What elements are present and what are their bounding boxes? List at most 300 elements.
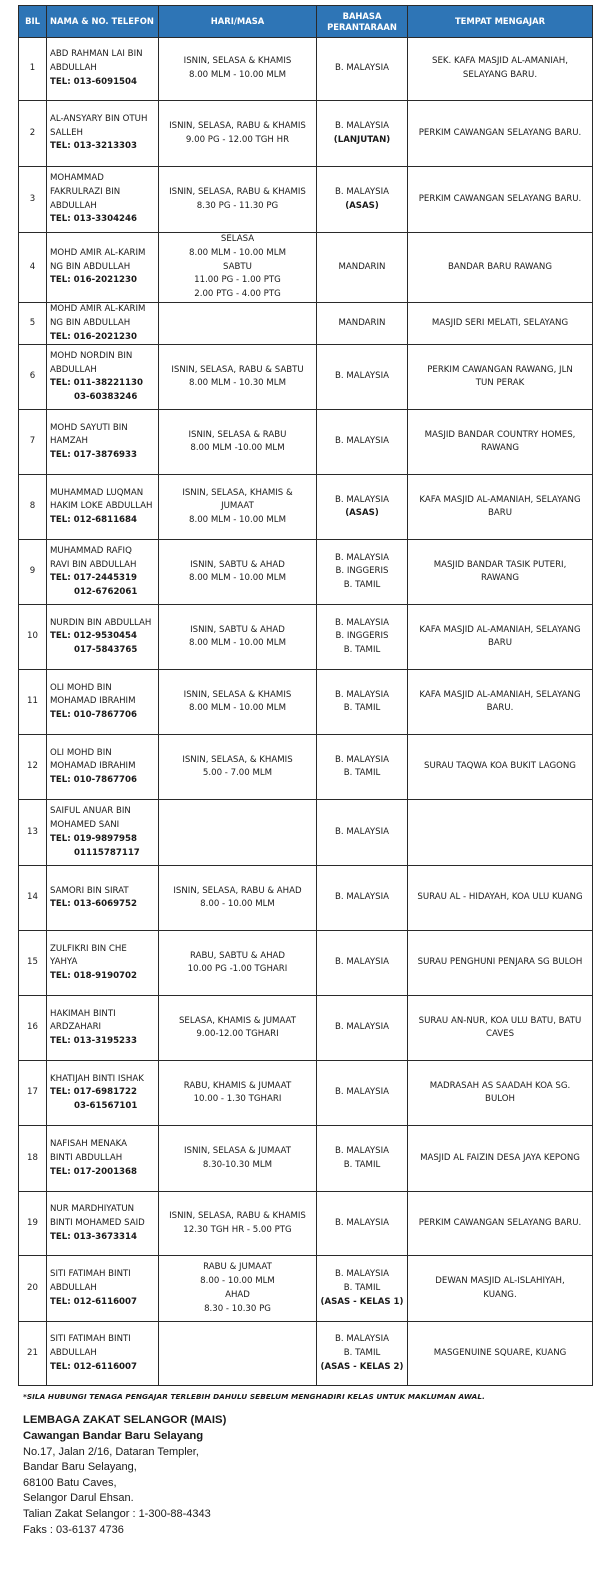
teacher-cell [47, 475, 159, 540]
location-line: BANDAR BARU RAWANG [447, 261, 553, 272]
teacher-cell [47, 1256, 159, 1322]
org-name: LEMBAGA ZAKAT SELANGOR (MAIS) [23, 1414, 227, 1427]
teacher-name-line: MUHAMMAD RAFIQ [50, 545, 132, 556]
row-number: 16 [19, 996, 47, 1061]
page [18, 5, 592, 1538]
language-line: B. MALAYSIA [335, 371, 389, 382]
language-cell [317, 303, 408, 345]
header-tempat: TEMPAT MENGAJAR [408, 6, 593, 38]
schedule-line: ISNIN, SELASA, & KHAMIS [182, 754, 293, 765]
header-bahasa-line: BAHASA [342, 10, 382, 21]
table-row [19, 931, 593, 996]
teacher-name-line: ABDULLAH [50, 63, 97, 74]
row-number: 8 [19, 475, 47, 540]
schedule-line: ISNIN, SELASA, RABU & KHAMIS [169, 120, 306, 131]
schedule-cell [159, 475, 317, 540]
schedule-line: 2.00 PTG - 4.00 PTG [194, 289, 281, 300]
language-line: B. MALAYSIA [335, 892, 389, 903]
language-cell [317, 475, 408, 540]
language-line: B. MALAYSIA [335, 552, 389, 563]
row-number: 1 [19, 38, 47, 101]
table-row [19, 800, 593, 866]
location-line: BULOH [485, 1094, 515, 1105]
table-row [19, 1061, 593, 1126]
location-cell [408, 540, 593, 605]
schedule-cell [159, 866, 317, 931]
teacher-name-line: SITI FATIMAH BINTI [50, 1334, 131, 1345]
teacher-name-line: RAVI BIN ABDULLAH [50, 559, 137, 570]
location-cell [408, 410, 593, 475]
schedule-line: JUMAAT [221, 501, 254, 512]
location-cell [408, 1322, 593, 1386]
teacher-cell [47, 167, 159, 233]
address-line: No.17, Jalan 2/16, Dataran Templer, [23, 1445, 199, 1458]
language-line: (LANJUTAN) [333, 134, 391, 145]
table-row [19, 670, 593, 735]
location-cell [408, 101, 593, 167]
schedule-line: RABU, SABTU & AHAD [189, 950, 286, 961]
teacher-name-line: MUHAMMAD LUQMAN [50, 487, 144, 498]
teacher-phone: 012-6762061 [74, 587, 138, 598]
language-line: B. MALAYSIA [335, 754, 389, 765]
schedule-line: ISNIN, SELASA & RABU [188, 429, 287, 440]
language-line: B. MALAYSIA [335, 1217, 389, 1228]
language-cell [317, 38, 408, 101]
teacher-cell [47, 345, 159, 410]
schedule-line: 8.00 - 10.00 MLM [200, 1276, 275, 1287]
teacher-phone: TEL: 013-3213303 [50, 141, 137, 152]
location-line: PERKIM CAWANGAN RAWANG, JLN [427, 364, 573, 375]
table-row [19, 735, 593, 800]
row-number: 18 [19, 1126, 47, 1192]
schedule-line: 12.30 TGH HR - 5.00 PTG [183, 1224, 292, 1235]
language-line: (ASAS) [345, 200, 379, 211]
teacher-phone: TEL: 012-6116007 [50, 1361, 137, 1372]
schedule-cell [159, 670, 317, 735]
location-cell [408, 866, 593, 931]
language-cell [317, 1126, 408, 1192]
teacher-cell [47, 410, 159, 475]
teacher-phone: TEL: 013-6091504 [50, 76, 137, 87]
location-cell [408, 167, 593, 233]
teacher-name-line: SALLEH [50, 127, 83, 138]
language-line: B. MALAYSIA [335, 1087, 389, 1098]
teacher-phone: TEL: 019-9897958 [50, 833, 137, 844]
teacher-name-line: HAKIMAH BINTI [50, 1008, 116, 1019]
language-cell [317, 735, 408, 800]
location-cell [408, 38, 593, 101]
location-cell [408, 303, 593, 345]
teacher-name-line: MOHD NORDIN BIN [50, 350, 133, 361]
teacher-name-line: MOHAMMAD [50, 172, 104, 183]
teacher-phone: TEL: 013-3304246 [50, 214, 137, 225]
location-line: PERKIM CAWANGAN SELAYANG BARU. [418, 127, 582, 138]
phone-line: Talian Zakat Selangor : 1-300-88-4343 [23, 1507, 211, 1520]
schedule-line: 11.00 PG - 1.00 PTG [194, 275, 281, 286]
location-line: SELAYANG BARU. [462, 70, 538, 80]
teacher-phone: TEL: 011-38221130 [50, 378, 143, 389]
schedule-cell [159, 167, 317, 233]
location-line: SEK. KAFA MASJID AL-AMANIAH, [432, 56, 568, 67]
schedule-line: RABU & JUMAAT [203, 1262, 272, 1273]
teacher-phone: TEL: 018-9190702 [50, 971, 137, 982]
schedule-cell [159, 1256, 317, 1322]
location-line: SURAU PENGHUNI PENJARA SG BULOH [417, 957, 583, 968]
row-number: 7 [19, 410, 47, 475]
teacher-phone: TEL: 012-6116007 [50, 1296, 137, 1307]
schedule-line: SELASA [220, 234, 255, 244]
table-row [19, 101, 593, 167]
location-line: RAWANG [480, 573, 520, 584]
teacher-cell [47, 866, 159, 931]
teacher-phone: TEL: 017-2001368 [50, 1166, 137, 1177]
teacher-phone: 01115787117 [74, 847, 140, 858]
table-row [19, 1192, 593, 1256]
table-row [19, 345, 593, 410]
table-row [19, 1256, 593, 1322]
teacher-cell [47, 233, 159, 303]
location-line: KAFA MASJID AL-AMANIAH, SELAYANG [419, 624, 581, 635]
teacher-name-line: YAHYA [50, 957, 78, 968]
branch-name: Cawangan Bandar Baru Selayang [23, 1429, 204, 1442]
location-line: SURAU AN-NUR, KOA ULU BATU, BATU [418, 1015, 582, 1026]
location-line: BARU [487, 638, 513, 649]
table-body [19, 38, 593, 1386]
teacher-name-line: AL-ANSYARY BIN OTUH [50, 113, 148, 124]
location-line: CAVES [485, 1029, 515, 1040]
location-cell [408, 233, 593, 303]
teacher-phone: TEL: 017-6981722 [50, 1087, 137, 1098]
language-cell [317, 1256, 408, 1322]
schedule-line: 10.00 - 1.30 TGHARI [193, 1094, 282, 1105]
language-cell [317, 866, 408, 931]
location-line: MASGENUINE SQUARE, KUANG [433, 1347, 567, 1358]
schedule-cell [159, 931, 317, 996]
language-cell [317, 670, 408, 735]
row-number: 9 [19, 540, 47, 605]
schedule-cell [159, 1061, 317, 1126]
teacher-cell [47, 1061, 159, 1126]
teacher-name-line: SAMORI BIN SIRAT [50, 885, 129, 896]
location-cell [408, 735, 593, 800]
schedule-line: SABTU [223, 261, 252, 272]
teacher-name-line: HAKIM LOKE ABDULLAH [50, 501, 153, 512]
teacher-phone: TEL: 017-2445319 [50, 573, 137, 584]
teacher-name-line: BINTI MOHAMED SAID [50, 1217, 145, 1228]
teacher-phone: TEL: 016-2021230 [50, 331, 137, 342]
teacher-phone: TEL: 012-9530454 [50, 631, 137, 642]
teacher-name-line: MOHAMAD IBRAHIM [50, 696, 136, 707]
table-row [19, 233, 593, 303]
location-line: KUANG. [483, 1289, 517, 1300]
language-line: B. MALAYSIA [335, 689, 389, 700]
teacher-phone: 03-60383246 [74, 392, 138, 403]
schedule-line: SELASA, KHAMIS & JUMAAT [178, 1015, 297, 1026]
language-line: B. MALAYSIA [335, 1334, 389, 1345]
table-row [19, 303, 593, 345]
location-line: DEWAN MASJID AL-ISLAHIYAH, [435, 1276, 565, 1287]
location-line: KAFA MASJID AL-AMANIAH, SELAYANG [419, 689, 581, 700]
teacher-cell [47, 800, 159, 866]
schedule-line: 8.00 MLM - 10.00 MLM [189, 703, 286, 714]
teacher-phone: TEL: 017-3876933 [50, 450, 137, 461]
schedule-line: 8.00 MLM - 10.00 MLM [189, 70, 286, 80]
location-line: BARU. [486, 703, 514, 714]
teacher-name-line: ABDULLAH [50, 200, 97, 211]
teacher-name-line: ABDULLAH [50, 364, 97, 375]
language-line: B. TAMIL [343, 1282, 381, 1293]
teacher-phone: TEL: 013-3195233 [50, 1036, 137, 1047]
location-cell [408, 800, 593, 866]
language-cell [317, 101, 408, 167]
location-cell [408, 670, 593, 735]
schedule-line: 9.00-12.00 TGHARI [196, 1029, 279, 1040]
row-number: 2 [19, 101, 47, 167]
address-line: Selangor Darul Ehsan. [23, 1492, 134, 1505]
row-number: 13 [19, 800, 47, 866]
fax-line: Faks : 03-6137 4736 [23, 1523, 124, 1536]
row-number: 14 [19, 866, 47, 931]
language-line: B. MALAYSIA [335, 1146, 389, 1157]
language-line: (ASAS) [345, 508, 379, 519]
schedule-line: 9.00 PG - 12.00 TGH HR [185, 134, 290, 145]
teacher-name-line: KHATIJAH BINTI ISHAK [50, 1073, 144, 1084]
schedule-line: ISNIN, SELASA, RABU & KHAMIS [169, 186, 306, 197]
location-line: BARU [487, 508, 513, 519]
row-number: 4 [19, 233, 47, 303]
location-line: MASJID BANDAR COUNTRY HOMES, [424, 429, 576, 440]
teacher-cell [47, 303, 159, 345]
language-line: B. MALAYSIA [335, 120, 389, 131]
language-line: B. TAMIL [343, 645, 381, 656]
teacher-name-line: ZULFIKRI BIN CHE [50, 943, 127, 954]
schedule-cell [159, 996, 317, 1061]
language-line: B. TAMIL [343, 1347, 381, 1358]
teacher-name-line: ABD RAHMAN LAI BIN [50, 49, 143, 60]
schedule-line: 8.00 MLM - 10.00 MLM [189, 515, 286, 526]
language-line: MANDARIN [338, 261, 386, 272]
teacher-cell [47, 605, 159, 670]
schedule-line: 8.00 MLM - 10.00 MLM [189, 573, 286, 584]
location-line: SURAU TAQWA KOA BUKIT LAGONG [424, 761, 576, 772]
teacher-name-line: ABDULLAH [50, 1347, 97, 1358]
location-line: MASJID AL FAIZIN DESA JAYA KEPONG [420, 1152, 580, 1163]
teacher-name-line: ARDZAHARI [50, 1022, 102, 1033]
location-cell [408, 1061, 593, 1126]
language-line: B. MALAYSIA [335, 63, 389, 74]
teacher-name-line: OLI MOHD BIN [50, 682, 112, 693]
teacher-cell [47, 101, 159, 167]
location-cell [408, 1256, 593, 1322]
teacher-name-line: SAIFUL ANUAR BIN [50, 806, 131, 817]
schedule-cell [159, 735, 317, 800]
header-bahasa-line: PERANTARAAN [327, 21, 397, 32]
row-number: 20 [19, 1256, 47, 1322]
location-cell [408, 475, 593, 540]
language-line: B. MALAYSIA [335, 186, 389, 197]
language-cell [317, 540, 408, 605]
row-number: 10 [19, 605, 47, 670]
language-line: B. MALAYSIA [335, 617, 389, 628]
address-line: Bandar Baru Selayang, [23, 1461, 137, 1474]
teacher-cell [47, 931, 159, 996]
teacher-name-line: NUR MARDHIYATUN [50, 1204, 135, 1215]
location-line: TUN PERAK [475, 378, 525, 389]
schedule-cell [159, 38, 317, 101]
location-line: PERKIM CAWANGAN SELAYANG BARU. [418, 1217, 582, 1228]
language-line: B. MALAYSIA [335, 1269, 389, 1280]
language-line: (ASAS - KELAS 2) [320, 1361, 404, 1372]
language-line: B. MALAYSIA [335, 494, 389, 505]
teacher-name-line: MOHAMAD IBRAHIM [50, 761, 136, 772]
location-line: MASJID BANDAR TASIK PUTERI, [433, 559, 567, 570]
schedule-line: ISNIN, SELASA, KHAMIS & [182, 487, 293, 498]
address-block [23, 1413, 592, 1538]
class-schedule-table [18, 5, 593, 1386]
address-line: 68100 Batu Caves, [23, 1476, 117, 1489]
teacher-phone: TEL: 013-3673314 [50, 1231, 137, 1242]
header-bahasa [317, 6, 408, 38]
table-row [19, 1126, 593, 1192]
language-line: B. TAMIL [343, 1159, 381, 1170]
table-row [19, 866, 593, 931]
schedule-line: 10.00 PG -1.00 TGHARI [187, 964, 288, 975]
teacher-name-line: BINTI ABDULLAH [50, 1152, 123, 1163]
table-row [19, 167, 593, 233]
language-line: B. MALAYSIA [335, 826, 389, 837]
schedule-cell [159, 303, 317, 345]
header-bil: BIL [19, 6, 47, 38]
schedule-cell [159, 540, 317, 605]
location-line: MASJID SERI MELATI, SELAYANG [431, 317, 569, 328]
location-cell [408, 345, 593, 410]
teacher-phone: TEL: 016-2021230 [50, 275, 137, 286]
table-row [19, 410, 593, 475]
language-line: (ASAS - KELAS 1) [320, 1296, 404, 1307]
location-cell [408, 1126, 593, 1192]
schedule-cell [159, 101, 317, 167]
teacher-phone: 017-5843765 [74, 645, 138, 656]
schedule-line: RABU, KHAMIS & JUMAAT [183, 1080, 292, 1091]
language-cell [317, 996, 408, 1061]
schedule-cell [159, 410, 317, 475]
table-row [19, 475, 593, 540]
language-cell [317, 800, 408, 866]
row-number: 17 [19, 1061, 47, 1126]
schedule-line: ISNIN, SELASA, RABU & KHAMIS [169, 1211, 306, 1222]
language-line: B. TAMIL [343, 703, 381, 714]
schedule-line: ISNIN, SELASA & KHAMIS [183, 689, 292, 700]
schedule-line: 8.00 MLM - 10.00 MLM [189, 247, 286, 258]
language-cell [317, 233, 408, 303]
schedule-cell [159, 345, 317, 410]
row-number: 3 [19, 167, 47, 233]
row-number: 12 [19, 735, 47, 800]
schedule-cell [159, 1322, 317, 1386]
row-number: 15 [19, 931, 47, 996]
row-number: 6 [19, 345, 47, 410]
teacher-phone: TEL: 010-7867706 [50, 775, 137, 786]
schedule-line: 5.00 - 7.00 MLM [202, 768, 273, 779]
teacher-name-line: MOHD AMIR AL-KARIM [50, 247, 146, 258]
schedule-line: AHAD [225, 1289, 250, 1300]
schedule-line: 8.00 MLM - 10.30 MLM [189, 378, 286, 389]
teacher-phone: TEL: 012-6811684 [50, 515, 137, 526]
language-line: MANDARIN [338, 317, 386, 328]
schedule-cell [159, 1192, 317, 1256]
teacher-name-line: NG BIN ABDULLAH [50, 261, 131, 272]
teacher-name-line: NAFISAH MENAKA [50, 1139, 127, 1150]
teacher-name-line: MOHAMED SANI [50, 820, 120, 831]
language-cell [317, 931, 408, 996]
teacher-cell [47, 1126, 159, 1192]
schedule-line: ISNIN, SELASA & KHAMIS [183, 56, 292, 67]
schedule-line: ISNIN, SABTU & AHAD [190, 559, 285, 570]
language-cell [317, 167, 408, 233]
location-line: SURAU AL - HIDAYAH, KOA ULU KUANG [417, 892, 583, 903]
language-cell [317, 1192, 408, 1256]
table-row [19, 605, 593, 670]
teacher-cell [47, 38, 159, 101]
language-line: B. MALAYSIA [335, 957, 389, 968]
header-nama: NAMA & NO. TELEFON [47, 6, 159, 38]
table-row [19, 38, 593, 101]
schedule-line: ISNIN, SELASA, RABU & AHAD [173, 885, 302, 896]
schedule-line: ISNIN, SELASA & JUMAAT [183, 1146, 292, 1157]
location-line: MADRASAH AS SAADAH KOA SG. [429, 1080, 571, 1091]
table-row [19, 996, 593, 1061]
teacher-name-line: MOHD SAYUTI BIN [50, 422, 128, 433]
table-row [19, 540, 593, 605]
location-line: RAWANG [480, 443, 520, 454]
header-hari: HARI/MASA [159, 6, 317, 38]
location-cell [408, 605, 593, 670]
language-line: B. MALAYSIA [335, 436, 389, 447]
schedule-cell [159, 800, 317, 866]
location-cell [408, 996, 593, 1061]
teacher-name-line: OLI MOHD BIN [50, 747, 112, 758]
location-cell [408, 931, 593, 996]
teacher-cell [47, 1322, 159, 1386]
location-cell [408, 1192, 593, 1256]
schedule-line: 8.00 - 10.00 MLM [200, 899, 275, 910]
contact-note: *SILA HUBUNGI TENAGA PENGAJAR TERLEBIH DAHULU SEBELUM MENGHADIRI KELAS UNTUK MAKLUMAN AWAL. [23, 1392, 485, 1402]
language-line: B. TAMIL [343, 768, 381, 779]
schedule-line: 8.30-10.30 MLM [202, 1159, 273, 1170]
language-line: B. MALAYSIA [335, 1022, 389, 1033]
schedule-line: 8.00 MLM - 10.00 MLM [189, 638, 286, 649]
schedule-line: 8.30 PG - 11.30 PG [196, 200, 279, 211]
teacher-phone: 03-61567101 [74, 1101, 138, 1112]
teacher-cell [47, 735, 159, 800]
teacher-name-line: HAMZAH [50, 436, 88, 447]
table-header-row [19, 6, 593, 38]
location-line: KAFA MASJID AL-AMANIAH, SELAYANG [419, 494, 581, 505]
language-cell [317, 605, 408, 670]
language-cell [317, 410, 408, 475]
teacher-name-line: FAKRULRAZI BIN [50, 186, 121, 197]
schedule-line: 8.30 - 10.30 PG [204, 1303, 271, 1314]
language-line: B. TAMIL [343, 580, 381, 591]
teacher-name-line: NURDIN BIN ABDULLAH [50, 617, 152, 628]
schedule-cell [159, 233, 317, 303]
row-number: 19 [19, 1192, 47, 1256]
language-line: B. INGGERIS [335, 631, 389, 642]
row-number: 5 [19, 303, 47, 345]
table-row [19, 1322, 593, 1386]
teacher-cell [47, 996, 159, 1061]
teacher-cell [47, 1192, 159, 1256]
